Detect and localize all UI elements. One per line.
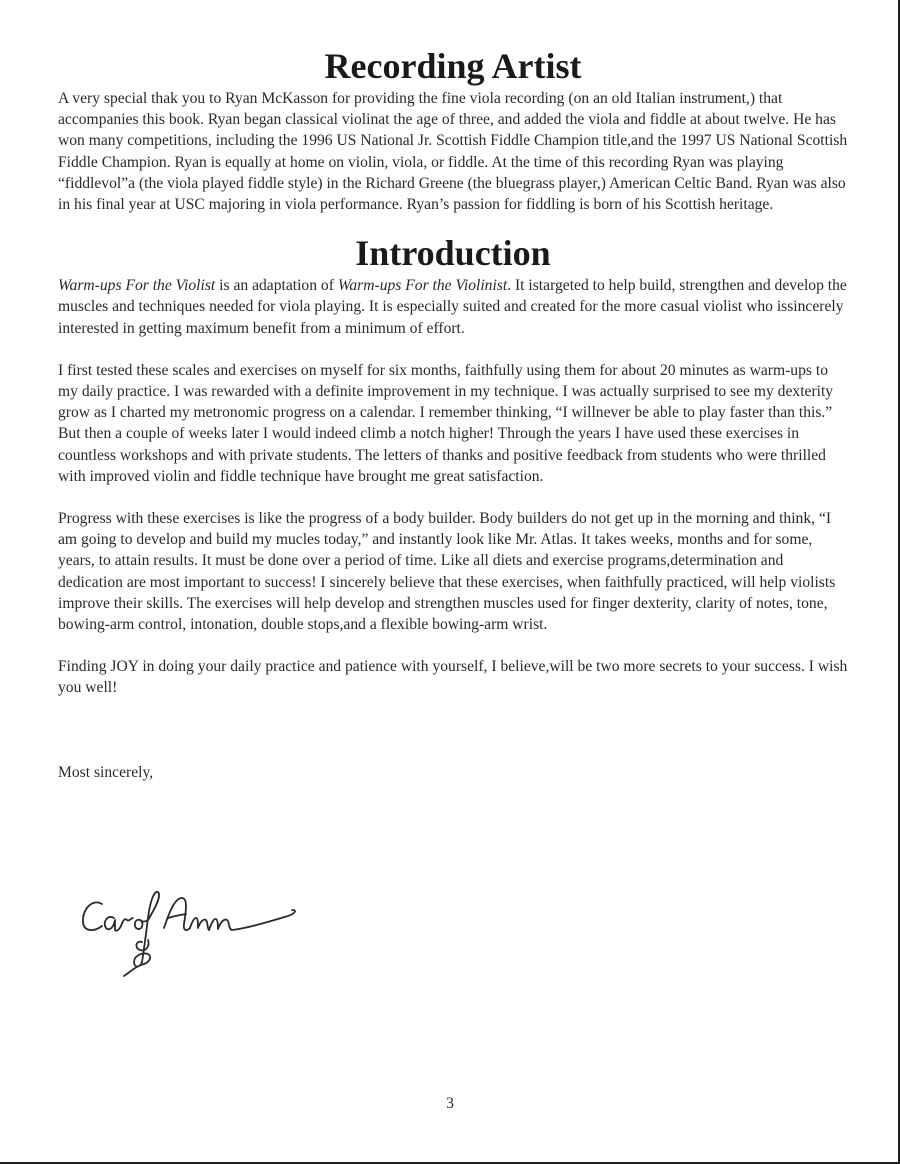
- intro-text-1: is an adaptation of: [215, 277, 338, 295]
- book-title-violist: Warm-ups For the Violist: [58, 277, 216, 295]
- introduction-paragraph-4: Finding JOY in doing your daily practice and patience with yourself, I believe,will be two more secrets to your success. I wish you well!: [58, 658, 848, 697]
- page-content: [58, 44, 848, 783]
- book-title-violinist: Warm-ups For the Violinist: [337, 277, 508, 295]
- introduction-heading: Introduction: [355, 233, 551, 274]
- introduction-paragraph-2: I first tested these scales and exercises on myself for six months, faithfully using them for about 20 minutes as warm-ups to my daily practice. I was rewarded with a definite improvement in my technique. I was actually surprised to see my dexterity grow as I charted my metronomic progress on a calendar. I remember thinking, “I willnever be able to play faster than this.” But then a couple of weeks later I would indeed climb a notch higher! Through the years I have used these exercises in countless workshops and with private students. The letters of thanks and positive feedback from students who were thrilled with improved violin and fiddle technique have brought me great satisfaction.: [58, 361, 834, 485]
- handwritten-signature: [78, 888, 308, 988]
- page-number: 3: [446, 1095, 454, 1112]
- introduction-paragraph-1: [58, 275, 848, 339]
- recording-artist-paragraph: A very special thak you to Ryan McKasson for providing the fine viola recording (on an old Italian instrument,) that accompanies this book. Ryan began classical violinat the age of three, and added the viola and fiddle at about twelve. He has won many competitions, including the 1996 US National Jr. Scottish Fiddle Champion title,and the 1997 US National Scottish Fiddle Champion. Ryan is equally at home on violin, viola, or fiddle. At the time of this recording Ryan was playing “fiddlevol”a (the viola played fiddle style) in the Richard Greene (the bluegrass player,) American Celtic Band. Ryan was also in his final year at USC majoring in viola performance. Ryan’s passion for fiddling is born of his Scottish heritage.: [58, 90, 848, 214]
- section-spacer: [58, 215, 848, 231]
- intro-text-2: . It istargeted to help build, strengthen and develop the muscles and techniques needed for viola playing. It is especially suited and created for the more casual violist who issincerely interested in getting maximum benefit from a minimum of effort.: [58, 277, 847, 337]
- signature-strokes: [83, 892, 295, 976]
- introduction-paragraph-3: Progress with these exercises is like the progress of a body builder. Body builders do not get up in the morning and think, “I am going to develop and build my mucles today,” and instantly look like Mr. Atlas. It takes weeks, months and for some, years, to attain results. It must be done over a period of time. Like all diets and exercise programs,determination and dedication are most important to success! I sincerely believe that these exercises, when faithfully practiced, will help violists improve their skills. The exercises will help develop and strengthen muscles used for finger dexterity, clarity of notes, tone, bowing-arm control, intonation, double stops,and a flexible bowing-arm wrist.: [58, 510, 836, 634]
- closing-line: Most sincerely,: [58, 763, 154, 781]
- recording-artist-heading: Recording Artist: [324, 46, 582, 86]
